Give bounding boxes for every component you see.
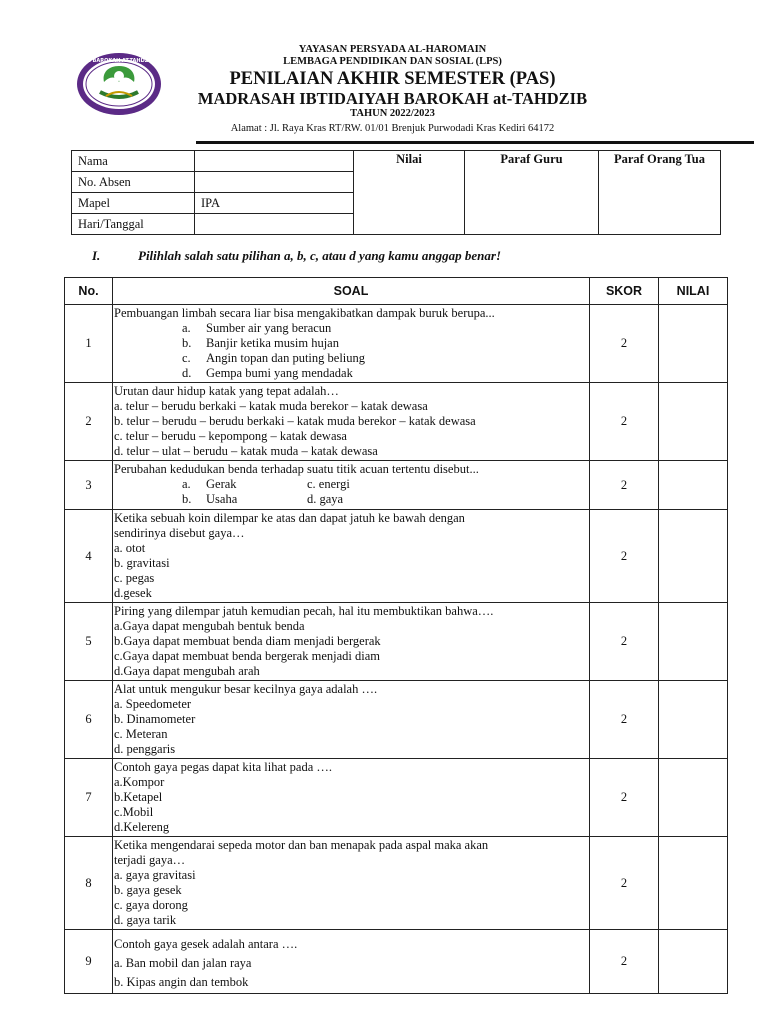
institution-name: LEMBAGA PENDIDIKAN DAN SOSIAL (LPS) [283, 56, 502, 67]
svg-text:MI BAROKAH AT-TAHDZIB: MI BAROKAH AT-TAHDZIB [83, 58, 155, 64]
mapel-value: IPA [195, 193, 354, 214]
question-number: 4 [65, 510, 113, 603]
question-number: 1 [65, 305, 113, 383]
question-score: 2 [590, 603, 659, 681]
question-nilai-cell[interactable] [659, 603, 728, 681]
question-number: 5 [65, 603, 113, 681]
question-nilai-cell[interactable] [659, 681, 728, 759]
question-row [65, 510, 728, 603]
question-score: 2 [590, 681, 659, 759]
question-nilai-cell[interactable] [659, 759, 728, 837]
question-text: Contoh gaya pegas dapat kita lihat pada …. a.Kompor b.Ketapel c.Mobil d.Kelereng [113, 759, 590, 837]
absen-field[interactable] [195, 172, 354, 193]
question-score: 2 [590, 930, 659, 994]
question-nilai-cell[interactable] [659, 510, 728, 603]
nama-label: Nama [72, 151, 195, 172]
question-text: Ketika sebuah koin dilempar ke atas dan dapat jatuh ke bawah dengan sendirinya disebut gaya… a. otot b. gravitasi c. pegas d.gesek [113, 510, 590, 603]
absen-label: No. Absen [72, 172, 195, 193]
question-text: Ketika mengendarai sepeda motor dan ban menapak pada aspal maka akan terjadi gaya… a. gaya gravitasi b. gaya gesek c. gaya dorong d. gaya tarik [113, 837, 590, 930]
question-row [65, 383, 728, 461]
nama-field[interactable] [195, 151, 354, 172]
hari-label: Hari/Tanggal [72, 214, 195, 235]
question-number: 8 [65, 837, 113, 930]
question-score: 2 [590, 837, 659, 930]
question-row [65, 837, 728, 930]
mapel-label: Mapel [72, 193, 195, 214]
header-divider [196, 141, 754, 144]
identity-table [71, 150, 721, 235]
questions-table [64, 277, 728, 994]
question-nilai-cell[interactable] [659, 930, 728, 994]
question-score: 2 [590, 383, 659, 461]
letterhead [170, 44, 615, 136]
col-no: No. [65, 278, 113, 305]
col-skor: SKOR [590, 278, 659, 305]
col-soal: SOAL [113, 278, 590, 305]
question-number: 3 [65, 461, 113, 510]
hari-field[interactable] [195, 214, 354, 235]
question-score: 2 [590, 759, 659, 837]
question-row [65, 461, 728, 510]
school-logo [76, 52, 162, 116]
question-row [65, 759, 728, 837]
question-text: Urutan daur hidup katak yang tepat adalah… a. telur – berudu berkaki – katak muda berekor – katak dewasa b. telur – berudu – berudu berkaki – katak muda berekor – katak dewasa c. telur – berudu – kepompong – katak dewasa d. telur – ulat – berudu – katak muda – katak dewasa [113, 383, 590, 461]
paraf-guru-header: Paraf Guru [465, 151, 599, 235]
question-number: 6 [65, 681, 113, 759]
school-logo-emblem [76, 52, 162, 116]
question-row [65, 305, 728, 383]
question-row [65, 930, 728, 994]
question-text: Piring yang dilempar jatuh kemudian pecah, hal itu membuktikan bahwa…. a.Gaya dapat mengubah bentuk benda b.Gaya dapat membuat benda diam menjadi bergerak c.Gaya dapat membuat benda bergerak menjadi diam d.Gaya dapat mengubah arah [113, 603, 590, 681]
question-nilai-cell[interactable] [659, 461, 728, 510]
question-number: 7 [65, 759, 113, 837]
exam-title: PENILAIAN AKHIR SEMESTER (PAS) [229, 69, 556, 89]
instruction-number: I. [92, 248, 101, 263]
question-score: 2 [590, 461, 659, 510]
question-score: 2 [590, 305, 659, 383]
question-text: Alat untuk mengukur besar kecilnya gaya adalah …. a. Speedometer b. Dinamometer c. Meteran d. penggaris [113, 681, 590, 759]
question-text: Contoh gaya gesek adalah antara …. a. Ban mobil dan jalan raya b. Kipas angin dan tembok [113, 930, 590, 994]
foundation-name: YAYASAN PERSYADA AL-HAROMAIN [298, 44, 487, 55]
instruction-text: Pilihlah salah satu pilihan a, b, c, atau d yang kamu anggap benar! [138, 248, 501, 263]
instruction [92, 248, 501, 264]
question-nilai-cell[interactable] [659, 837, 728, 930]
school-name: MADRASAH IBTIDAIYAH BAROKAH at-TAHDZIB [197, 89, 588, 108]
nilai-header: Nilai [354, 151, 465, 235]
question-nilai-cell[interactable] [659, 305, 728, 383]
question-number: 2 [65, 383, 113, 461]
question-text: Perubahan kedudukan benda terhadap suatu titik acuan tertentu disebut... a. Gerak c. energi b. Usaha d. gaya [113, 461, 590, 510]
school-address: Alamat : Jl. Raya Kras RT/RW. 01/01 Brenjuk Purwodadi Kras Kediri 64172 [230, 123, 555, 134]
question-row [65, 681, 728, 759]
academic-year: TAHUN 2022/2023 [350, 108, 435, 119]
col-nilai: NILAI [659, 278, 728, 305]
question-text: Pembuangan limbah secara liar bisa mengakibatkan dampak buruk berupa... a. Sumber air yang beracun b. Banjir ketika musim hujan c. Angin topan dan puting beliung d. Gempa bumi yang mendadak [113, 305, 590, 383]
question-number: 9 [65, 930, 113, 994]
paraf-ortu-header: Paraf Orang Tua [599, 151, 721, 235]
question-row [65, 603, 728, 681]
question-nilai-cell[interactable] [659, 383, 728, 461]
question-score: 2 [590, 510, 659, 603]
